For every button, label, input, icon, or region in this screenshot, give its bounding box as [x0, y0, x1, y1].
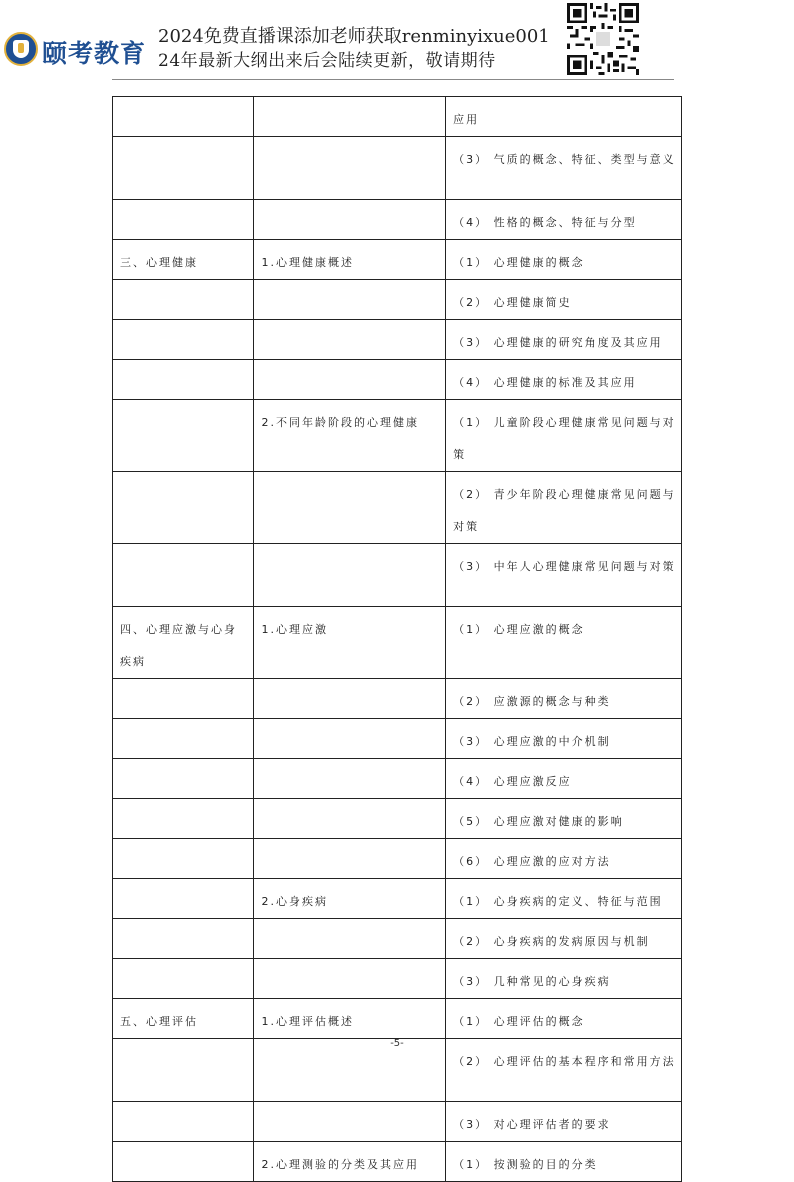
table-cell — [113, 280, 254, 320]
table-cell — [254, 1102, 446, 1142]
table-cell: 三、心理健康 — [113, 240, 254, 280]
table-cell — [113, 544, 254, 607]
table-cell — [113, 799, 254, 839]
table-cell: 1.心理评估概述 — [254, 999, 446, 1039]
brand-name: 颐考教育 — [42, 39, 147, 68]
table-cell — [254, 472, 446, 544]
table-cell: （1） 心理评估的概念 — [446, 999, 682, 1039]
table-cell — [254, 919, 446, 959]
table-cell: （3） 心理应激的中介机制 — [446, 719, 682, 759]
table-row — [113, 1102, 682, 1142]
table-cell — [254, 320, 446, 360]
table-cell: （5） 心理应激对健康的影响 — [446, 799, 682, 839]
table-row — [113, 240, 682, 280]
table-cell — [113, 400, 254, 472]
table-cell: （3） 对心理评估者的要求 — [446, 1102, 682, 1142]
qr-code-icon — [567, 3, 639, 75]
table-cell — [254, 544, 446, 607]
table-cell — [113, 472, 254, 544]
table-cell — [254, 280, 446, 320]
table-row — [113, 959, 682, 999]
table-cell: （2） 应激源的概念与种类 — [446, 679, 682, 719]
table-cell — [113, 719, 254, 759]
table-cell — [113, 839, 254, 879]
table-cell — [254, 839, 446, 879]
table-cell: （3） 中年人心理健康常见问题与对策 — [446, 544, 682, 607]
table-row — [113, 544, 682, 607]
table-cell: 1.心理健康概述 — [254, 240, 446, 280]
page-header — [0, 0, 794, 82]
table-cell: （2） 心理健康简史 — [446, 280, 682, 320]
table-cell: （1） 按测验的目的分类 — [446, 1142, 682, 1182]
table-row — [113, 97, 682, 137]
table-cell: 四、心理应激与心身疾病 — [113, 607, 254, 679]
table-cell — [113, 1142, 254, 1182]
table-cell — [254, 959, 446, 999]
table-cell: （1） 心理应激的概念 — [446, 607, 682, 679]
table-cell: 应用 — [446, 97, 682, 137]
table-cell: 五、心理评估 — [113, 999, 254, 1039]
table-cell: （2） 青少年阶段心理健康常见问题与对策 — [446, 472, 682, 544]
table-row — [113, 999, 682, 1039]
table-row — [113, 1142, 682, 1182]
table-row — [113, 799, 682, 839]
table-cell: （1） 儿童阶段心理健康常见问题与对策 — [446, 400, 682, 472]
table-cell — [113, 1102, 254, 1142]
table-cell — [254, 200, 446, 240]
table-cell — [254, 137, 446, 200]
table-cell — [254, 719, 446, 759]
table-cell — [254, 97, 446, 137]
table-cell — [113, 919, 254, 959]
table-cell — [113, 320, 254, 360]
table-cell: 2.心理测验的分类及其应用 — [254, 1142, 446, 1182]
table-row — [113, 919, 682, 959]
table-cell: （2） 心身疾病的发病原因与机制 — [446, 919, 682, 959]
table-cell: （4） 心理应激反应 — [446, 759, 682, 799]
syllabus-table — [112, 96, 682, 1182]
table-row — [113, 360, 682, 400]
table-row — [113, 759, 682, 799]
table-cell — [113, 879, 254, 919]
table-cell — [113, 360, 254, 400]
table-cell: （3） 几种常见的心身疾病 — [446, 959, 682, 999]
table-cell — [113, 759, 254, 799]
table-cell — [254, 759, 446, 799]
table-row — [113, 879, 682, 919]
table-row — [113, 200, 682, 240]
table-cell: 2.心身疾病 — [254, 879, 446, 919]
table-cell: （6） 心理应激的应对方法 — [446, 839, 682, 879]
header-ad-line-2: 24年最新大纲出来后会陆续更新，敬请期待 — [158, 51, 496, 71]
table-cell: （1） 心理健康的概念 — [446, 240, 682, 280]
table-cell — [113, 679, 254, 719]
table-row — [113, 320, 682, 360]
page-number: -5- — [390, 1038, 404, 1049]
table-cell — [113, 959, 254, 999]
table-row — [113, 607, 682, 679]
table-cell — [254, 799, 446, 839]
table-cell: 1.心理应激 — [254, 607, 446, 679]
table-row — [113, 280, 682, 320]
table-cell — [254, 360, 446, 400]
table-cell: 2.不同年龄阶段的心理健康 — [254, 400, 446, 472]
table-row — [113, 719, 682, 759]
table-row — [113, 137, 682, 200]
brand-logo-icon — [4, 32, 38, 66]
table-cell — [113, 200, 254, 240]
table-cell: （4） 性格的概念、特征与分型 — [446, 200, 682, 240]
header-divider — [112, 79, 674, 80]
table-row — [113, 679, 682, 719]
table-cell: （3） 气质的概念、特征、类型与意义 — [446, 137, 682, 200]
table-cell: （1） 心身疾病的定义、特征与范围 — [446, 879, 682, 919]
table-cell: （2） 心理评估的基本程序和常用方法 — [446, 1039, 682, 1102]
table-cell — [113, 97, 254, 137]
table-row — [113, 839, 682, 879]
header-ad-line-1: 2024免费直播课添加老师获取renminyixue001 — [158, 26, 550, 47]
table-row — [113, 472, 682, 544]
table-cell — [254, 679, 446, 719]
table-cell — [113, 137, 254, 200]
table-cell: （3） 心理健康的研究角度及其应用 — [446, 320, 682, 360]
table-row — [113, 400, 682, 472]
table-cell: （4） 心理健康的标准及其应用 — [446, 360, 682, 400]
